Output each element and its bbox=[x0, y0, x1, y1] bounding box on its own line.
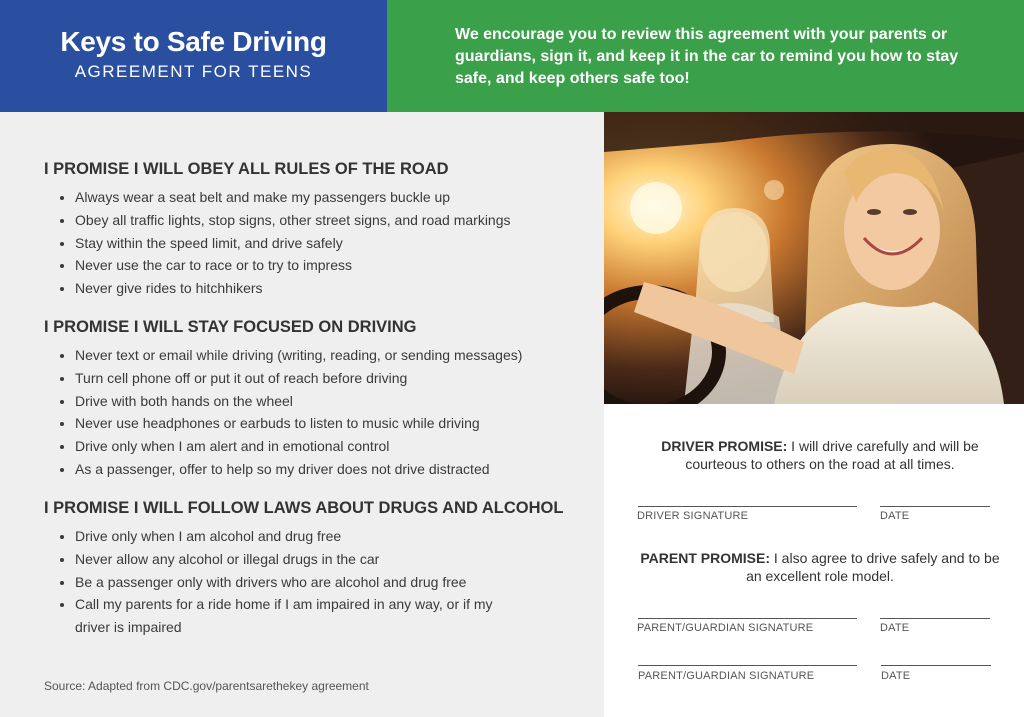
focused-driving-list bbox=[58, 344, 522, 481]
parent-date-line-1[interactable] bbox=[880, 618, 990, 619]
section-heading-drugs-alcohol: I PROMISE I WILL FOLLOW LAWS ABOUT DRUGS AND ALCOHOL bbox=[44, 499, 564, 517]
photo-illustration bbox=[604, 112, 1024, 404]
page-title: Keys to Safe Driving bbox=[60, 26, 327, 57]
list-item: • Never text or email while driving (writing, reading, or sending messages) bbox=[75, 344, 522, 367]
parent-promise-text: I also agree to drive safely and to be an excellent role model. bbox=[746, 550, 1000, 584]
list-item: • Never give rides to hitchhikers bbox=[75, 277, 511, 300]
driver-signature-label: DRIVER SIGNATURE bbox=[637, 510, 749, 522]
section-heading-rules-of-road: I PROMISE I WILL OBEY ALL RULES OF THE ROAD bbox=[44, 160, 449, 178]
list-item: • Never use the car to race or to try to impress bbox=[75, 254, 511, 277]
list-item: • Drive with both hands on the wheel bbox=[75, 390, 522, 413]
driver-promise-text: I will drive carefully and will be courteous to others on the road at all times. bbox=[685, 438, 979, 472]
driver-promise bbox=[640, 437, 1000, 473]
driver-date-label: DATE bbox=[880, 510, 910, 522]
parent-signature-line-1[interactable] bbox=[638, 618, 857, 619]
rules-of-road-list bbox=[58, 186, 511, 300]
drugs-alcohol-list bbox=[58, 525, 505, 639]
source-citation: Source: Adapted from CDC.gov/parentsarethekey agreement bbox=[44, 679, 369, 693]
parent-signature-label-2: PARENT/GUARDIAN SIGNATURE bbox=[638, 670, 815, 682]
list-item: • Never allow any alcohol or illegal drugs in the car bbox=[75, 548, 505, 571]
list-item: • As a passenger, offer to help so my driver does not drive distracted bbox=[75, 458, 522, 481]
parent-promise-label: PARENT PROMISE: bbox=[640, 550, 771, 566]
header-message: We encourage you to review this agreement with your parents or guardians, sign it, and keep it in the car to remind you how to stay safe, and keep others safe too! bbox=[455, 26, 959, 87]
list-item: • Never use headphones or earbuds to listen to music while driving bbox=[75, 412, 522, 435]
header-title-block bbox=[0, 0, 387, 112]
parent-date-label-2: DATE bbox=[881, 670, 911, 682]
list-item: • Drive only when I am alert and in emotional control bbox=[75, 435, 522, 458]
header-message-block bbox=[387, 0, 1024, 112]
list-item: • Stay within the speed limit, and drive safely bbox=[75, 232, 511, 255]
parent-promise bbox=[640, 549, 1000, 585]
driving-photo bbox=[604, 112, 1024, 404]
parent-date-line-2[interactable] bbox=[881, 665, 991, 666]
driver-signature-line[interactable] bbox=[638, 506, 857, 507]
page-subtitle: AGREEMENT FOR TEENS bbox=[74, 62, 313, 81]
section-heading-focused-driving: I PROMISE I WILL STAY FOCUSED ON DRIVING bbox=[44, 318, 417, 336]
list-item: • Drive only when I am alcohol and drug free bbox=[75, 525, 505, 548]
list-item: • Always wear a seat belt and make my passengers buckle up bbox=[75, 186, 511, 209]
list-item: • Obey all traffic lights, stop signs, other street signs, and road markings bbox=[75, 209, 511, 232]
list-item: • Call my parents for a ride home if I am impaired in any way, or if my driver is impaired bbox=[75, 593, 505, 639]
list-item: • Be a passenger only with drivers who are alcohol and drug free bbox=[75, 571, 505, 594]
driver-date-line[interactable] bbox=[880, 506, 990, 507]
parent-date-label-1: DATE bbox=[880, 622, 910, 634]
parent-signature-label-1: PARENT/GUARDIAN SIGNATURE bbox=[637, 622, 814, 634]
parent-signature-line-2[interactable] bbox=[638, 665, 857, 666]
list-item: • Turn cell phone off or put it out of reach before driving bbox=[75, 367, 522, 390]
driver-promise-label: DRIVER PROMISE: bbox=[661, 438, 788, 454]
